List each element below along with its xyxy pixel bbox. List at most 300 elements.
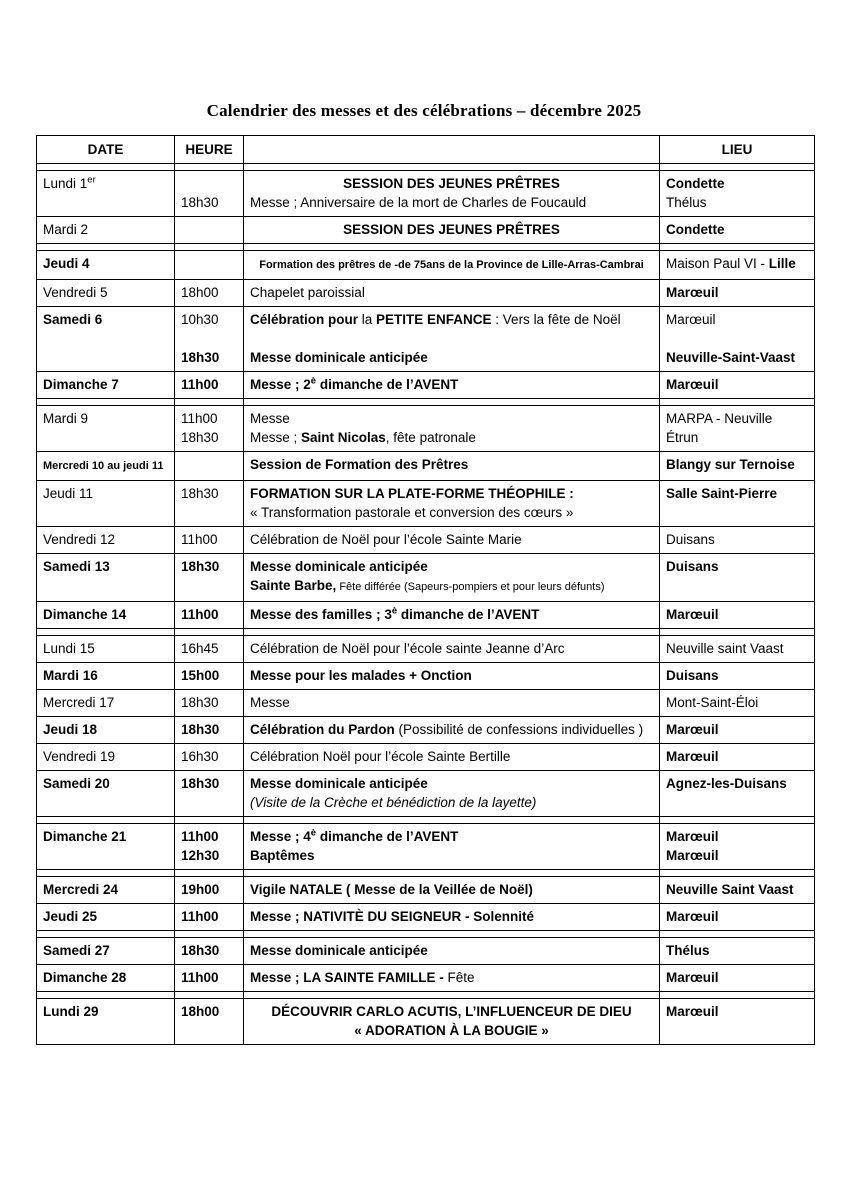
text-line xyxy=(250,193,653,212)
text-line xyxy=(250,455,653,474)
event-cell xyxy=(244,999,660,1045)
text-segment: 11h00 xyxy=(181,607,219,622)
spacer-cell xyxy=(175,931,244,938)
column-header-lieu: LIEU xyxy=(660,136,815,164)
date-cell xyxy=(37,744,175,771)
text-line xyxy=(43,530,168,549)
text-line xyxy=(43,375,168,394)
date-cell xyxy=(37,481,175,527)
table-row xyxy=(37,771,815,817)
text-segment: 18h30 xyxy=(181,722,220,737)
text-line xyxy=(250,310,653,329)
date-cell xyxy=(37,771,175,817)
text-segment: Mercredi 17 xyxy=(43,695,115,710)
time-cell xyxy=(175,307,244,372)
text-segment: Duisans xyxy=(666,532,715,547)
text-segment: Maison Paul VI - xyxy=(666,256,769,271)
location-cell xyxy=(660,452,815,481)
text-segment: Samedi 13 xyxy=(43,559,110,574)
time-cell xyxy=(175,824,244,870)
table-row xyxy=(37,877,815,904)
text-segment: è xyxy=(310,375,317,387)
table-row xyxy=(37,554,815,602)
location-cell xyxy=(660,904,815,931)
time-cell xyxy=(175,717,244,744)
text-segment: Mont-Saint-Éloi xyxy=(666,695,759,710)
text-segment: dimanche de l’AVENT xyxy=(316,377,459,392)
text-line xyxy=(43,174,168,193)
text-segment: 12h30 xyxy=(181,848,220,863)
event-cell xyxy=(244,554,660,602)
table-row xyxy=(37,636,815,663)
text-line xyxy=(666,720,808,739)
event-cell xyxy=(244,690,660,717)
table-row xyxy=(37,690,815,717)
text-segment: Neuville saint Vaast xyxy=(666,641,784,656)
text-line xyxy=(250,484,653,503)
location-cell xyxy=(660,690,815,717)
spacer-cell xyxy=(175,629,244,636)
text-line xyxy=(666,310,808,329)
text-line xyxy=(43,968,168,987)
text-segment: 16h30 xyxy=(181,749,219,764)
event-cell xyxy=(244,636,660,663)
text-segment: Dimanche 21 xyxy=(43,829,127,844)
text-line xyxy=(666,846,808,865)
spacer-cell xyxy=(37,629,175,636)
text-line xyxy=(43,605,168,624)
text-line xyxy=(666,666,808,685)
text-line xyxy=(181,827,237,846)
text-segment: Saint Nicolas xyxy=(301,430,386,445)
text-segment: Mercredi 10 au jeudi 11 xyxy=(43,460,164,472)
text-segment: Marœuil xyxy=(666,829,719,844)
event-cell xyxy=(244,938,660,965)
text-segment: 18h00 xyxy=(181,285,219,300)
spacer-row xyxy=(37,164,815,171)
time-cell xyxy=(175,372,244,399)
text-segment: DÉCOUVRIR CARLO ACUTIS, L’INFLUENCEUR DE DIEU xyxy=(271,1004,632,1019)
spacer-cell xyxy=(660,931,815,938)
text-segment: dimanche de l’AVENT xyxy=(397,607,540,622)
text-segment: Salle Saint-Pierre xyxy=(666,486,778,501)
text-line xyxy=(43,880,168,899)
date-cell xyxy=(37,602,175,629)
text-line xyxy=(43,827,168,846)
text-line xyxy=(43,455,168,476)
text-segment: Thélus xyxy=(666,943,710,958)
text-segment: 18h30 xyxy=(181,486,219,501)
text-segment: Dimanche 28 xyxy=(43,970,127,985)
location-cell xyxy=(660,372,815,399)
spacer-row xyxy=(37,931,815,938)
text-line xyxy=(181,968,237,987)
text-segment: 11h00 xyxy=(181,411,218,426)
location-cell xyxy=(660,744,815,771)
text-line xyxy=(250,827,653,846)
text-segment: Condette xyxy=(666,222,725,237)
spacer-cell xyxy=(244,931,660,938)
location-cell xyxy=(660,877,815,904)
time-cell xyxy=(175,877,244,904)
text-segment: Dimanche 7 xyxy=(43,377,119,392)
event-cell xyxy=(244,877,660,904)
text-segment: SESSION DES JEUNES PRÊTRES xyxy=(343,176,560,191)
text-line xyxy=(181,693,237,712)
text-segment: MARPA - Neuville xyxy=(666,411,773,426)
text-segment: 11h00 xyxy=(181,829,219,844)
spacer-cell xyxy=(244,992,660,999)
location-cell xyxy=(660,602,815,629)
text-segment: Thélus xyxy=(666,195,707,210)
location-cell xyxy=(660,636,815,663)
event-cell xyxy=(244,251,660,280)
text-line xyxy=(43,639,168,658)
text-line xyxy=(43,666,168,685)
event-cell xyxy=(244,217,660,244)
text-segment: Jeudi 4 xyxy=(43,256,90,271)
text-segment: la xyxy=(358,312,377,327)
text-line xyxy=(43,693,168,712)
text-line xyxy=(250,747,653,766)
text-line xyxy=(181,666,237,685)
text-segment: Lundi 29 xyxy=(43,1004,99,1019)
table-row xyxy=(37,824,815,870)
event-cell xyxy=(244,171,660,217)
text-line xyxy=(666,880,808,899)
text-segment: 18h30 xyxy=(181,559,220,574)
location-cell xyxy=(660,251,815,280)
text-segment: Mardi 9 xyxy=(43,411,89,426)
location-cell xyxy=(660,481,815,527)
text-segment: Messe dominicale anticipée xyxy=(250,776,428,791)
text-line xyxy=(666,455,808,474)
date-cell xyxy=(37,636,175,663)
text-segment: Célébration de Noël pour l’école Sainte Marie xyxy=(250,532,522,547)
text-segment: dimanche de l’AVENT xyxy=(316,829,459,844)
text-segment: Messe dominicale anticipée xyxy=(250,559,428,574)
time-cell xyxy=(175,690,244,717)
time-cell xyxy=(175,171,244,217)
text-line xyxy=(181,484,237,503)
text-segment: Jeudi 18 xyxy=(43,722,98,737)
event-cell xyxy=(244,824,660,870)
location-cell xyxy=(660,217,815,244)
text-line xyxy=(666,530,808,549)
table-row xyxy=(37,372,815,399)
time-cell xyxy=(175,663,244,690)
calendar-table xyxy=(36,135,815,1045)
date-cell xyxy=(37,452,175,481)
text-segment: Duisans xyxy=(666,559,719,574)
text-segment: Neuville-Saint-Vaast xyxy=(666,350,796,365)
column-header-date: DATE xyxy=(37,136,175,164)
spacer-row xyxy=(37,992,815,999)
date-cell xyxy=(37,999,175,1045)
text-line xyxy=(250,793,653,812)
spacer-cell xyxy=(244,817,660,824)
text-line xyxy=(181,329,237,348)
text-line xyxy=(666,941,808,960)
table-row xyxy=(37,171,815,217)
text-segment: Jeudi 11 xyxy=(43,486,94,501)
time-cell xyxy=(175,251,244,280)
text-line xyxy=(250,557,653,576)
text-line xyxy=(43,941,168,960)
spacer-cell xyxy=(660,992,815,999)
text-line xyxy=(250,348,653,367)
page-title: Calendrier des messes et des célébrations – décembre 2025 xyxy=(206,101,642,120)
text-line xyxy=(181,1002,237,1021)
event-cell xyxy=(244,406,660,452)
text-line xyxy=(181,720,237,739)
text-line xyxy=(250,375,653,394)
date-cell xyxy=(37,663,175,690)
text-line xyxy=(250,576,653,597)
text-segment: 18h30 xyxy=(181,695,219,710)
text-segment: Samedi 20 xyxy=(43,776,110,791)
date-cell xyxy=(37,280,175,307)
text-segment: Messe dominicale anticipée xyxy=(250,350,428,365)
text-segment: Marœuil xyxy=(666,970,719,985)
date-cell xyxy=(37,217,175,244)
spacer-cell xyxy=(660,817,815,824)
text-line xyxy=(666,968,808,987)
date-cell xyxy=(37,824,175,870)
event-cell xyxy=(244,307,660,372)
text-line xyxy=(666,774,808,793)
spacer-cell xyxy=(244,399,660,406)
text-segment: Étrun xyxy=(666,430,699,445)
location-cell xyxy=(660,307,815,372)
text-segment: Samedi 27 xyxy=(43,943,110,958)
spacer-cell xyxy=(660,629,815,636)
text-segment: Marœuil xyxy=(666,1004,719,1019)
text-line xyxy=(181,375,237,394)
date-cell xyxy=(37,554,175,602)
text-line xyxy=(666,174,808,193)
text-line xyxy=(666,557,808,576)
text-segment: Marœuil xyxy=(666,749,719,764)
text-segment: Fête xyxy=(443,970,475,985)
text-line xyxy=(181,605,237,624)
spacer-cell xyxy=(37,870,175,877)
table-row xyxy=(37,527,815,554)
text-segment: Célébration Noël pour l’école Sainte Bertille xyxy=(250,749,511,764)
table-row xyxy=(37,406,815,452)
text-line xyxy=(250,880,653,899)
text-line xyxy=(666,375,808,394)
text-segment: Marœuil xyxy=(666,607,719,622)
text-line xyxy=(181,310,237,329)
date-cell xyxy=(37,690,175,717)
text-segment: Dimanche 14 xyxy=(43,607,127,622)
date-cell xyxy=(37,251,175,280)
table-row xyxy=(37,965,815,992)
text-segment: Messe dominicale anticipée xyxy=(250,943,428,958)
text-segment: Jeudi 25 xyxy=(43,909,98,924)
date-cell xyxy=(37,717,175,744)
text-line xyxy=(666,409,808,428)
text-segment: Messe ; 2 xyxy=(250,377,311,392)
text-line xyxy=(250,428,653,447)
location-cell xyxy=(660,663,815,690)
spacer-cell xyxy=(660,244,815,251)
text-line xyxy=(250,639,653,658)
text-line xyxy=(250,1002,653,1021)
text-line xyxy=(43,1002,168,1021)
location-cell xyxy=(660,280,815,307)
text-line xyxy=(250,693,653,712)
table-row xyxy=(37,280,815,307)
spacer-cell xyxy=(37,399,175,406)
time-cell xyxy=(175,527,244,554)
text-segment: 11h00 xyxy=(181,970,219,985)
text-line xyxy=(666,907,808,926)
table-row xyxy=(37,999,815,1045)
time-cell xyxy=(175,406,244,452)
table-row xyxy=(37,481,815,527)
text-segment: Mardi 16 xyxy=(43,668,98,683)
text-line xyxy=(43,310,168,329)
date-cell xyxy=(37,938,175,965)
text-segment: , fête patronale xyxy=(385,430,476,445)
text-segment: Célébration de Noël pour l’école sainte Jeanne d’Arc xyxy=(250,641,565,656)
event-cell xyxy=(244,904,660,931)
text-segment: Blangy sur Ternoise xyxy=(666,457,795,472)
text-line xyxy=(181,348,237,367)
text-line xyxy=(666,747,808,766)
text-line xyxy=(666,193,808,212)
text-line xyxy=(181,880,237,899)
text-line xyxy=(43,220,168,239)
spacer-row xyxy=(37,629,815,636)
text-line xyxy=(250,941,653,960)
spacer-cell xyxy=(175,817,244,824)
date-cell xyxy=(37,877,175,904)
text-segment: 18h30 xyxy=(181,430,219,445)
text-line xyxy=(666,254,808,273)
text-line xyxy=(250,666,653,685)
text-segment: Mardi 2 xyxy=(43,222,89,237)
text-line xyxy=(250,329,653,348)
event-cell xyxy=(244,481,660,527)
text-line xyxy=(181,639,237,658)
event-cell xyxy=(244,452,660,481)
spacer-cell xyxy=(37,931,175,938)
text-line xyxy=(43,484,168,503)
text-line xyxy=(666,639,808,658)
spacer-cell xyxy=(175,992,244,999)
location-cell xyxy=(660,938,815,965)
event-cell xyxy=(244,527,660,554)
text-line xyxy=(250,774,653,793)
spacer-cell xyxy=(244,164,660,171)
text-line xyxy=(43,747,168,766)
text-line xyxy=(181,941,237,960)
date-cell xyxy=(37,527,175,554)
text-segment: Lundi 1 xyxy=(43,176,88,191)
event-cell xyxy=(244,771,660,817)
text-segment: Messe ; xyxy=(250,430,302,445)
location-cell xyxy=(660,965,815,992)
text-line xyxy=(43,254,168,273)
text-segment: Chapelet paroissial xyxy=(250,285,365,300)
table-row xyxy=(37,251,815,280)
table-row xyxy=(37,717,815,744)
time-cell xyxy=(175,452,244,481)
text-line xyxy=(666,220,808,239)
time-cell xyxy=(175,554,244,602)
text-segment: Session de Formation des Prêtres xyxy=(250,457,469,472)
text-line xyxy=(43,907,168,926)
location-cell xyxy=(660,554,815,602)
table-row xyxy=(37,904,815,931)
time-cell xyxy=(175,481,244,527)
text-segment: Duisans xyxy=(666,668,719,683)
spacer-cell xyxy=(244,629,660,636)
text-segment: Marœuil xyxy=(666,909,719,924)
text-segment: Sainte Barbe, xyxy=(250,578,337,593)
text-line xyxy=(666,484,808,503)
time-cell xyxy=(175,602,244,629)
text-segment: (Possibilité de confessions individuelles ) xyxy=(394,722,644,737)
text-segment: Samedi 6 xyxy=(43,312,103,327)
date-cell xyxy=(37,171,175,217)
table-row xyxy=(37,452,815,481)
location-cell xyxy=(660,824,815,870)
date-cell xyxy=(37,965,175,992)
text-segment: Agnez-les-Duisans xyxy=(666,776,787,791)
column-header-event xyxy=(244,136,660,164)
event-cell xyxy=(244,663,660,690)
text-segment: er xyxy=(87,174,96,186)
time-cell xyxy=(175,938,244,965)
text-segment: Messe ; NATIVITÈ DU SEIGNEUR - Solennité xyxy=(250,909,535,924)
text-line xyxy=(43,720,168,739)
text-segment: 16h45 xyxy=(181,641,219,656)
text-segment: Messe xyxy=(250,411,290,426)
text-segment: Marœuil xyxy=(666,722,719,737)
text-line xyxy=(250,283,653,302)
event-cell xyxy=(244,717,660,744)
spacer-cell xyxy=(175,870,244,877)
text-line xyxy=(250,1021,653,1040)
text-line xyxy=(181,846,237,865)
event-cell xyxy=(244,602,660,629)
text-line xyxy=(250,530,653,549)
spacer-cell xyxy=(175,164,244,171)
text-segment: Neuville Saint Vaast xyxy=(666,882,794,897)
spacer-cell xyxy=(175,399,244,406)
text-segment: Lundi 15 xyxy=(43,641,95,656)
text-line xyxy=(666,827,808,846)
table-row xyxy=(37,744,815,771)
text-segment: 19h00 xyxy=(181,882,220,897)
time-cell xyxy=(175,280,244,307)
spacer-row xyxy=(37,870,815,877)
text-line xyxy=(181,557,237,576)
location-cell xyxy=(660,999,815,1045)
text-line xyxy=(666,693,808,712)
event-cell xyxy=(244,744,660,771)
table-row xyxy=(37,663,815,690)
date-cell xyxy=(37,904,175,931)
text-segment: Fête différée (Sapeurs-pompiers et pour leurs défunts) xyxy=(336,581,605,593)
table-row xyxy=(37,217,815,244)
text-line xyxy=(666,283,808,302)
date-cell xyxy=(37,372,175,399)
